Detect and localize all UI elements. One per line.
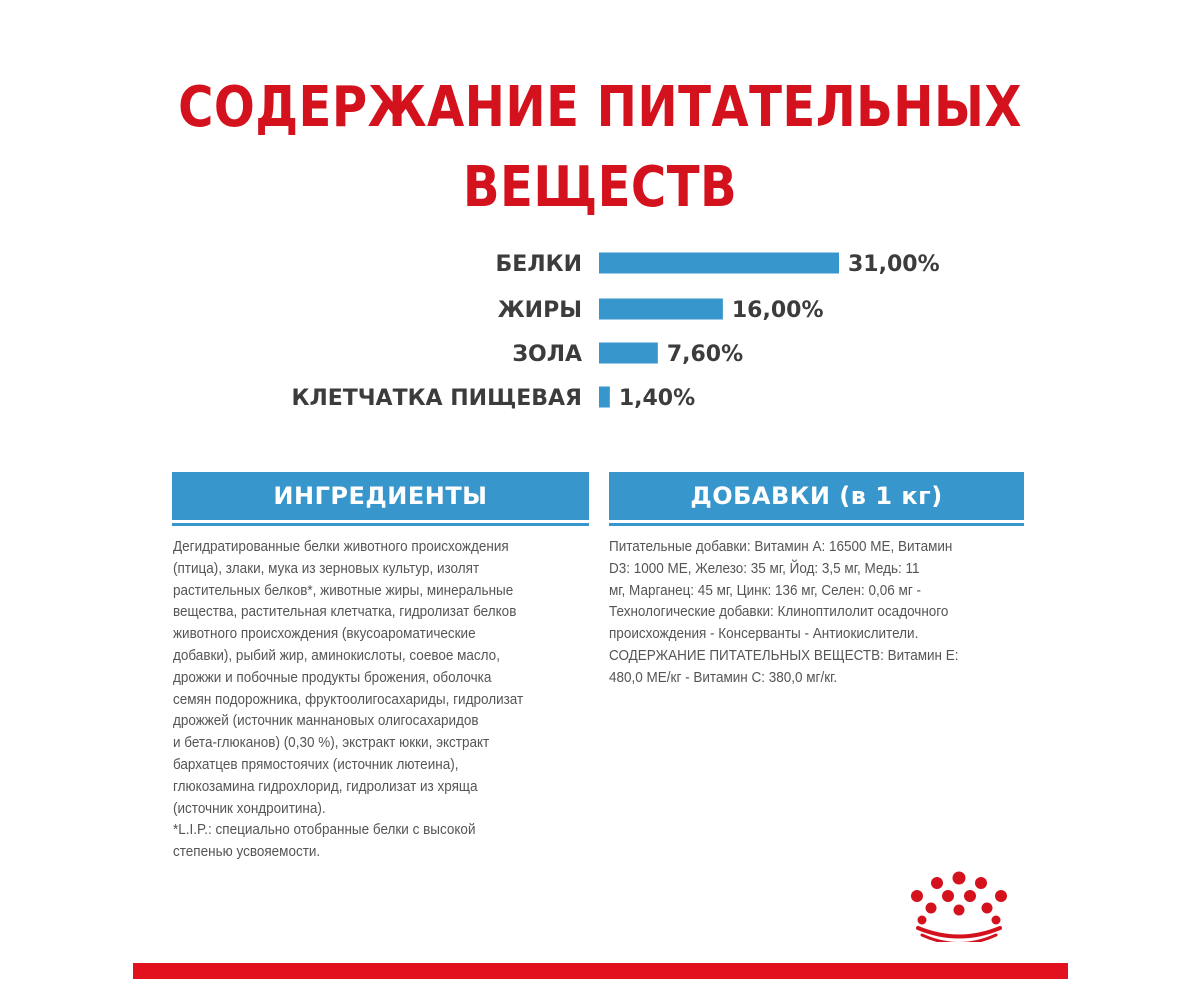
- text-line: Питательные добавки: Витамин A: 16500 МЕ, Витамин: [609, 538, 953, 555]
- text-line: Дегидратированные белки животного происхождения: [173, 538, 509, 555]
- category-label: ЗОЛА: [512, 342, 582, 367]
- text-line: происхождения - Консерванты - Антиокислители.: [609, 625, 919, 643]
- bottom-red-bar: [133, 963, 1068, 979]
- additives-header: ДОБАВКИ (в 1 кг): [609, 472, 1024, 520]
- text-line: дрожжей (источник маннановых олигосахаридов: [173, 712, 479, 730]
- text-line: вещества, растительная клетчатка, гидролизат белков: [173, 603, 517, 621]
- text-line: семян подорожника, фруктоолигосахариды, гидролизат: [173, 690, 524, 708]
- bar: [599, 387, 610, 408]
- page-title-line-1: СОДЕРЖАНИЕ ПИТАТЕЛЬНЫХ: [178, 75, 1022, 140]
- bar: [599, 299, 723, 320]
- text-line: растительных белков*, животные жиры, минеральные: [173, 581, 514, 599]
- text-line: 480,0 МЕ/кг - Витамин С: 380,0 мг/кг.: [609, 668, 838, 686]
- page-title-line-2: ВЕЩЕСТВ: [462, 155, 738, 220]
- text-line: и бета-глюканов) (0,30 %), экстракт юкки, экстракт: [173, 734, 490, 752]
- bar: [599, 343, 658, 364]
- text-line: (птица), злаки, мука из зерновых культур, изолят: [173, 559, 480, 577]
- text-line: глюкозамина гидрохлорид, гидролизат из хряща: [173, 777, 478, 795]
- category-label: КЛЕТЧАТКА ПИЩЕВАЯ: [291, 386, 582, 411]
- ingredients-header: ИНГРЕДИЕНТЫ: [172, 472, 589, 520]
- value-label: 7,60%: [666, 342, 744, 367]
- text-line: СОДЕРЖАНИЕ ПИТАТЕЛЬНЫХ ВЕЩЕСТВ: Витамин E:: [609, 646, 959, 664]
- page-title: [84, 68, 1116, 228]
- text-line: (источник хондроитина).: [173, 799, 326, 817]
- value-label: 16,00%: [731, 298, 824, 323]
- text-line: *L.I.P.: специально отобранные белки с высокой: [173, 821, 476, 839]
- text-line: степенью усвояемости.: [173, 843, 321, 861]
- text-line: Технологические добавки: Клиноптилолит осадочного: [609, 603, 949, 621]
- category-label: БЕЛКИ: [495, 252, 582, 277]
- nutrient-bar-chart: [0, 240, 1200, 430]
- text-line: мг, Марганец: 45 мг, Цинк: 136 мг, Селен: 0,06 мг -: [609, 581, 921, 599]
- additives-text: [609, 536, 1023, 689]
- ingredients-text: [173, 536, 583, 863]
- bar: [599, 253, 839, 274]
- text-line: животного происхождения (вкусоароматические: [173, 625, 476, 643]
- value-label: 31,00%: [848, 252, 940, 277]
- text-line: бархатцев прямостоячих (источник лютеина),: [173, 755, 459, 773]
- text-line: D3: 1000 МЕ, Железо: 35 мг, Йод: 3,5 мг, Медь: 11: [609, 559, 920, 577]
- text-line: дрожжи и побочные продукты брожения, оболочка: [173, 668, 492, 686]
- text-line: добавки), рыбий жир, аминокислоты, соевое масло,: [173, 646, 500, 664]
- category-label: ЖИРЫ: [497, 298, 582, 323]
- royal-canin-crown-icon: [900, 870, 1030, 942]
- value-label: 1,40%: [618, 386, 696, 411]
